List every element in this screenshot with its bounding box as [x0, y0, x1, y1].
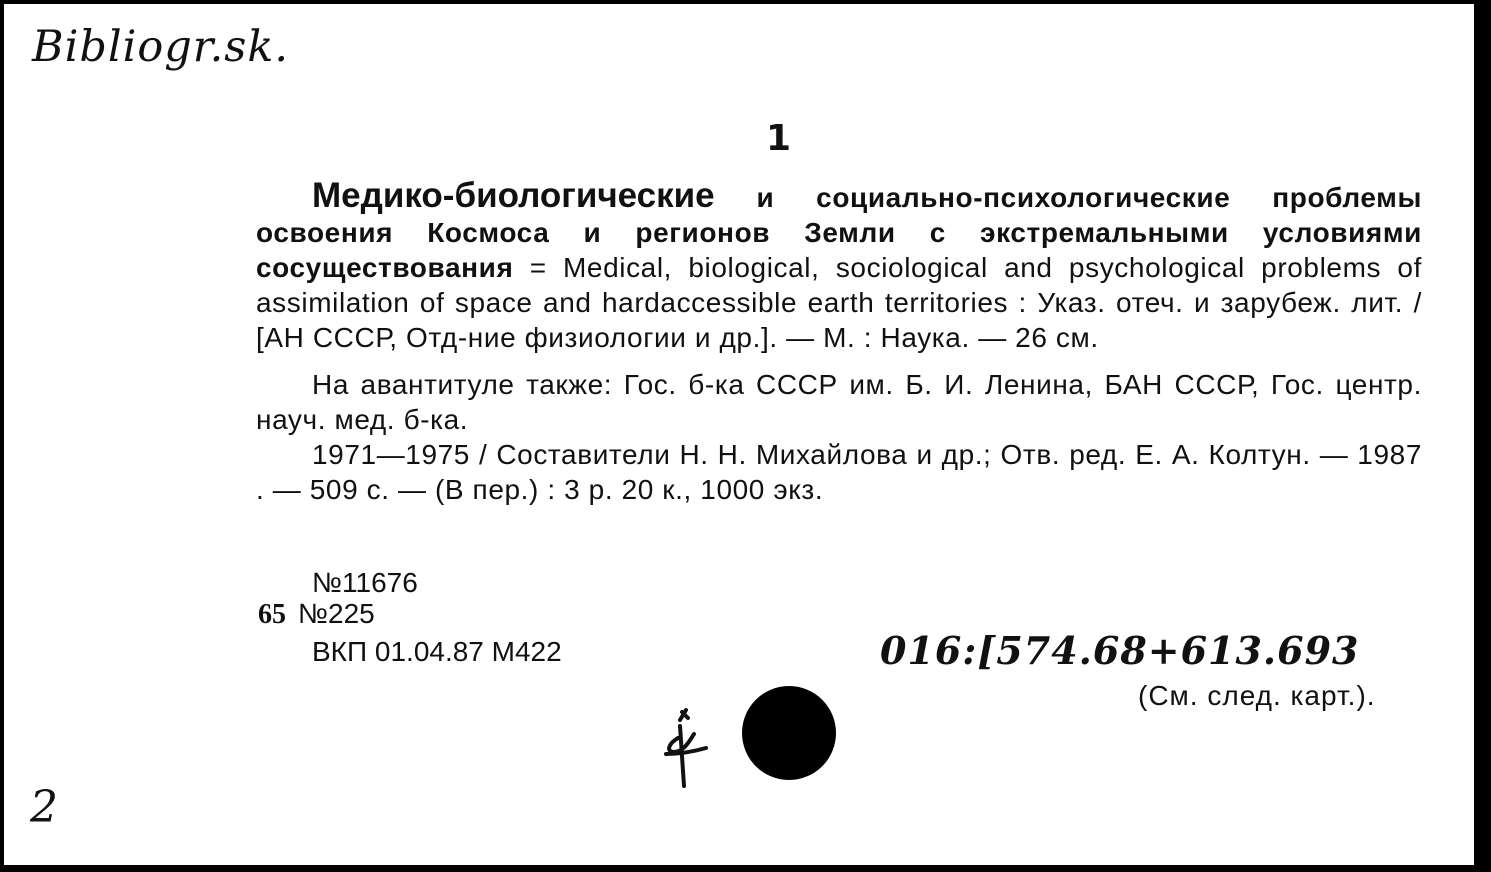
- handwritten-note-bottom: 2: [30, 782, 58, 833]
- title-rest: и социально-психологические проблемы освоения Космоса и регионов Земли с экстремальными условиями сосуществования: [256, 182, 1422, 283]
- card-number: 1: [766, 118, 792, 159]
- accession-line-2: [258, 598, 375, 631]
- accession-number-2: №225: [298, 598, 375, 629]
- classification-code: 016:[574.68+613.693: [880, 628, 1360, 673]
- vkp-code: ВКП 01.04.87 М422: [312, 636, 562, 667]
- card-border-left: [0, 0, 4, 872]
- card-border-right: [1474, 0, 1491, 872]
- parallel-title: = Medical, biological, sociological and psychological problems of assimilation of space and hardaccessible earth territories : Указ. отеч. и зарубеж. лит. / [АН СССР, Отд-ние физиологии и др.]. — М. : Наука. — 26 см.: [256, 252, 1422, 353]
- title-paragraph: [256, 178, 1422, 355]
- bibliographic-description: [256, 178, 1422, 507]
- card-border-top: [0, 0, 1491, 4]
- handwritten-note-top: Bibliogr.sk.: [32, 22, 290, 72]
- punched-hole-dot: [742, 686, 836, 780]
- title-lead-word: Медико-биологические: [312, 176, 715, 215]
- note-paragraph-1: На авантитуле также: Гос. б-ка СССР им. Б. И. Ленина, БАН СССР, Гос. центр. науч. мед. б-ка.: [256, 369, 1422, 435]
- accession-number-1: №11676: [312, 567, 418, 598]
- card-border-bottom: [0, 865, 1491, 872]
- accession-2-label: 65: [258, 599, 286, 630]
- handwritten-signature-icon: [660, 708, 710, 788]
- continued-note: (См. след. карт.).: [1138, 680, 1376, 711]
- note-paragraph-2: 1971—1975 / Составители Н. Н. Михайлова и др.; Отв. ред. Е. А. Колтун. — 1987 . — 509 с. — (В пер.) : 3 р. 20 к., 1000 экз.: [256, 439, 1422, 505]
